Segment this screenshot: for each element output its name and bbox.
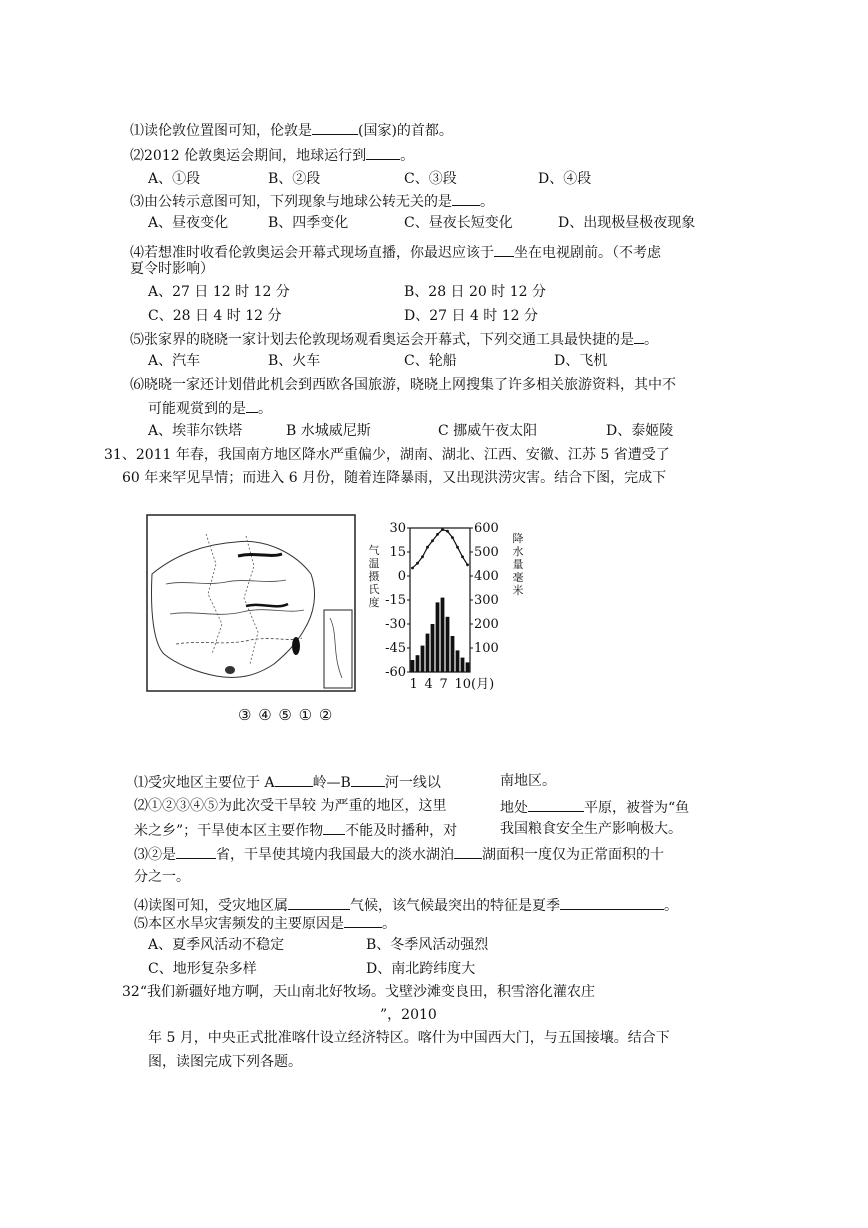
q31-p2: ⑵①②③④⑤为此次受干旱较 为严重的地区，这里 xyxy=(134,798,447,814)
q30-p4-cont: 夏令时影响） xyxy=(130,261,214,277)
q31-p2-b xyxy=(500,797,689,817)
left-tick-label: -15 xyxy=(385,593,406,608)
temperature-point xyxy=(431,539,434,542)
precipitation-bar xyxy=(461,658,465,672)
q31-p3 xyxy=(134,844,664,864)
temperature-point xyxy=(466,563,469,566)
q31-p5 xyxy=(134,913,396,933)
right-tick-label: 600 xyxy=(474,521,499,536)
option-b: B 水城威尼斯 xyxy=(286,423,371,439)
precipitation-bar xyxy=(446,617,450,672)
precipitation-bar xyxy=(421,646,425,672)
option-d: D、27 日 4 时 12 分 xyxy=(404,308,539,324)
q31-p2-text-c: 平原，被誉为“鱼 xyxy=(584,800,690,816)
q31-p5-text-a: ⑸本区水旱灾害频发的主要原因是 xyxy=(134,916,344,932)
q31-intro-1: 31、2011 年春，我国南方地区降水严重偏少，湖南、湖北、江西、安徽、江苏 5 省遭受了 xyxy=(104,447,670,463)
q30-p6-text-c: 。 xyxy=(258,401,272,417)
answer-blank[interactable] xyxy=(246,398,258,413)
x-tick-label: 4 xyxy=(424,677,433,692)
temperature-point xyxy=(446,530,449,533)
q30-p5-text-a: ⑸张家界的晓晓一家计划去伦敦现场观看奥运会开幕式，下列交通工具最快捷的是 xyxy=(130,332,634,348)
q31-p1 xyxy=(134,772,441,792)
q31-p4-text-a: ⑷读图可知，受灾地区属 xyxy=(134,898,288,914)
temperature-point xyxy=(441,528,444,531)
precipitation-bar xyxy=(466,662,470,672)
right-tick-label: 300 xyxy=(474,593,499,608)
q31-p2-text-b: 地处 xyxy=(500,800,528,816)
answer-blank[interactable] xyxy=(528,797,584,812)
precipitation-bar xyxy=(456,650,460,672)
precipitation-bar xyxy=(436,602,440,672)
q31-p3-text-c: 湖面积一度仅为正常面积的十 xyxy=(482,847,664,863)
precipitation-bar xyxy=(411,660,415,672)
q31-p3-text-b: 省，干旱使其境内我国最大的淡水湖泊 xyxy=(216,847,454,863)
answer-blank[interactable] xyxy=(323,820,345,835)
climate-chart xyxy=(360,514,530,694)
left-axis-title-char: 气 xyxy=(368,544,380,557)
q30-p3-text-b: 。 xyxy=(480,194,494,210)
left-tick-label: -30 xyxy=(385,617,406,632)
precipitation-bar xyxy=(441,598,445,672)
right-tick-label: 100 xyxy=(474,641,499,656)
q31-p3-text-a: ⑶②是 xyxy=(134,847,176,863)
temperature-point xyxy=(436,533,439,536)
answer-blank[interactable] xyxy=(312,120,358,135)
answer-blank[interactable] xyxy=(452,191,480,206)
right-axis-title-char: 量 xyxy=(512,558,524,571)
q31-p1-text-a: ⑴受灾地区主要位于 A xyxy=(134,775,275,791)
option-a: A、昼夜变化 xyxy=(148,215,229,231)
q31-p1-text-b: 岭—B xyxy=(312,775,351,791)
q32-line-3: 年 5 月，中央正式批准喀什设立经济特区。喀什为中国西大门，与五国接壤。结合下 xyxy=(148,1030,670,1046)
answer-blank[interactable] xyxy=(176,844,216,859)
q31-intro-2: 60 年来罕见旱情；而进入 6 月份，随着连降暴雨，又出现洪涝灾害。结合下图，完成下 xyxy=(122,470,667,486)
option-c: C、③段 xyxy=(404,171,457,187)
q30-p6-cont xyxy=(148,398,272,418)
right-axis-title-char: 毫 xyxy=(512,571,524,584)
temperature-point xyxy=(461,555,464,558)
temperature-point xyxy=(451,536,454,539)
option-b: B、28 日 20 时 12 分 xyxy=(404,284,546,300)
left-axis-title-char: 温 xyxy=(368,557,380,570)
left-tick-label: 0 xyxy=(397,569,406,584)
option-b: B、四季变化 xyxy=(268,215,349,231)
q30-p3-text-a: ⑶由公转示意图可知，下列现象与地球公转无关的是 xyxy=(130,194,452,210)
q31-p2-cont xyxy=(134,820,457,840)
right-tick-label: 200 xyxy=(474,617,499,632)
q31-p2-text-e: 不能及时播种，对 xyxy=(345,823,458,839)
q32-line-4: 图，读图完成下列各题。 xyxy=(148,1054,302,1070)
left-tick-label: -60 xyxy=(385,665,406,680)
temperature-point xyxy=(456,546,459,549)
temperature-line xyxy=(413,530,468,568)
q30-p2-text-b: 。 xyxy=(400,148,415,164)
x-tick-label: 1 xyxy=(409,677,418,692)
q32-line-1: 32“我们新疆好地方啊，天山南北好牧场。戈壁沙滩变良田，积雪溶化灌农庄 xyxy=(122,984,595,1000)
q30-p1 xyxy=(130,120,453,140)
answer-blank[interactable] xyxy=(560,895,664,910)
temperature-point xyxy=(421,555,424,558)
q31-p4-text-b: 气候，该气候最突出的特征是夏季 xyxy=(350,898,560,914)
q31-p4-text-c: 。 xyxy=(664,898,678,914)
option-a: A、夏季风活动不稳定 xyxy=(148,937,285,953)
answer-blank[interactable] xyxy=(366,145,400,160)
map-region-labels: ③ ④ ⑤ ① ② xyxy=(238,706,334,724)
option-a: A、27 日 12 时 12 分 xyxy=(148,284,290,300)
q30-p3 xyxy=(130,191,494,211)
right-axis-title-char: 水 xyxy=(512,545,524,558)
precipitation-bar xyxy=(451,636,455,672)
q31-p1-end: 南地区。 xyxy=(500,773,556,789)
x-tick-label: 10(月) xyxy=(454,677,495,692)
temperature-point xyxy=(416,562,419,565)
precipitation-bar xyxy=(426,634,430,672)
q30-p4 xyxy=(130,242,661,262)
option-d: D、南北跨纬度大 xyxy=(366,961,476,977)
option-a: A、埃菲尔铁塔 xyxy=(148,423,243,439)
x-tick-label: 7 xyxy=(439,677,448,692)
option-c: C、28 日 4 时 12 分 xyxy=(148,308,282,324)
option-d: D、飞机 xyxy=(554,353,608,369)
precipitation-bar xyxy=(431,624,435,672)
q30-p2-text-a: ⑵2012 伦敦奥运会期间，地球运行到 xyxy=(130,148,367,164)
option-c: C、地形复杂多样 xyxy=(148,961,257,977)
q30-p6: ⑹晓晓一家还计划借此机会到西欧各国旅游，晓晓上网搜集了许多相关旅游资料，其中不 xyxy=(130,377,676,393)
q31-p4 xyxy=(134,895,678,915)
q30-p1-text-a: ⑴读伦敦位置图可知，伦敦是 xyxy=(130,123,312,139)
q30-p2 xyxy=(130,145,414,165)
answer-blank[interactable] xyxy=(494,242,514,257)
option-d: D、泰姬陵 xyxy=(606,423,674,439)
left-axis-title-char: 度 xyxy=(368,596,380,609)
china-map-figure xyxy=(146,514,356,692)
left-tick-label: -45 xyxy=(385,641,406,656)
option-b: B、火车 xyxy=(268,353,321,369)
answer-blank[interactable] xyxy=(275,772,313,787)
q31-p1-text-c: 河一线以 xyxy=(384,775,441,791)
answer-blank[interactable] xyxy=(344,913,382,928)
q31-p2-end: 我国粮食安全生产影响极大。 xyxy=(500,821,682,837)
answer-blank[interactable] xyxy=(454,844,482,859)
option-d: D、④段 xyxy=(538,171,592,187)
left-axis-title-char: 摄 xyxy=(368,570,380,583)
option-a: A、汽车 xyxy=(148,353,201,369)
temperature-point xyxy=(426,546,429,549)
right-axis-title-char: 米 xyxy=(512,584,524,597)
q30-p5 xyxy=(130,329,658,349)
temperature-point xyxy=(411,567,414,570)
option-b: B、②段 xyxy=(268,171,321,187)
plot-frame xyxy=(410,528,470,672)
option-c: C 挪威午夜太阳 xyxy=(438,423,538,439)
q32-line-2: ”，2010 xyxy=(380,1007,437,1023)
answer-blank[interactable] xyxy=(288,895,350,910)
answer-blank[interactable] xyxy=(634,329,644,344)
q30-p6-text-b: 可能观赏到的是 xyxy=(148,401,246,417)
q30-p4-text-b: 坐在电视剧前。（不考虑 xyxy=(514,245,661,261)
option-a: A、①段 xyxy=(148,171,201,187)
answer-blank[interactable] xyxy=(351,772,385,787)
option-b: B、冬季风活动强烈 xyxy=(366,937,489,953)
left-tick-label: 30 xyxy=(389,521,406,536)
right-tick-label: 400 xyxy=(474,569,499,584)
option-c: C、昼夜长短变化 xyxy=(404,215,513,231)
q30-p1-text-b: (国家)的首都。 xyxy=(358,123,453,139)
left-axis-title-char: 氏 xyxy=(368,583,380,596)
q31-p2-text-d: 米之乡”；干旱使本区主要作物 xyxy=(134,823,324,839)
q30-p4-text-a: ⑷若想准时收看伦敦奥运会开幕式现场直播，你最迟应该于 xyxy=(130,245,494,261)
q31-p3-cont: 分之一。 xyxy=(134,869,190,885)
q31-p5-text-b: 。 xyxy=(382,916,396,932)
option-c: C、轮船 xyxy=(404,353,457,369)
left-tick-label: 15 xyxy=(389,545,406,560)
q30-p5-text-b: 。 xyxy=(644,332,658,348)
right-axis-title-char: 降 xyxy=(512,532,524,545)
precipitation-bar xyxy=(416,655,420,672)
option-d: D、出现极昼极夜现象 xyxy=(558,215,696,231)
right-tick-label: 500 xyxy=(474,545,499,560)
